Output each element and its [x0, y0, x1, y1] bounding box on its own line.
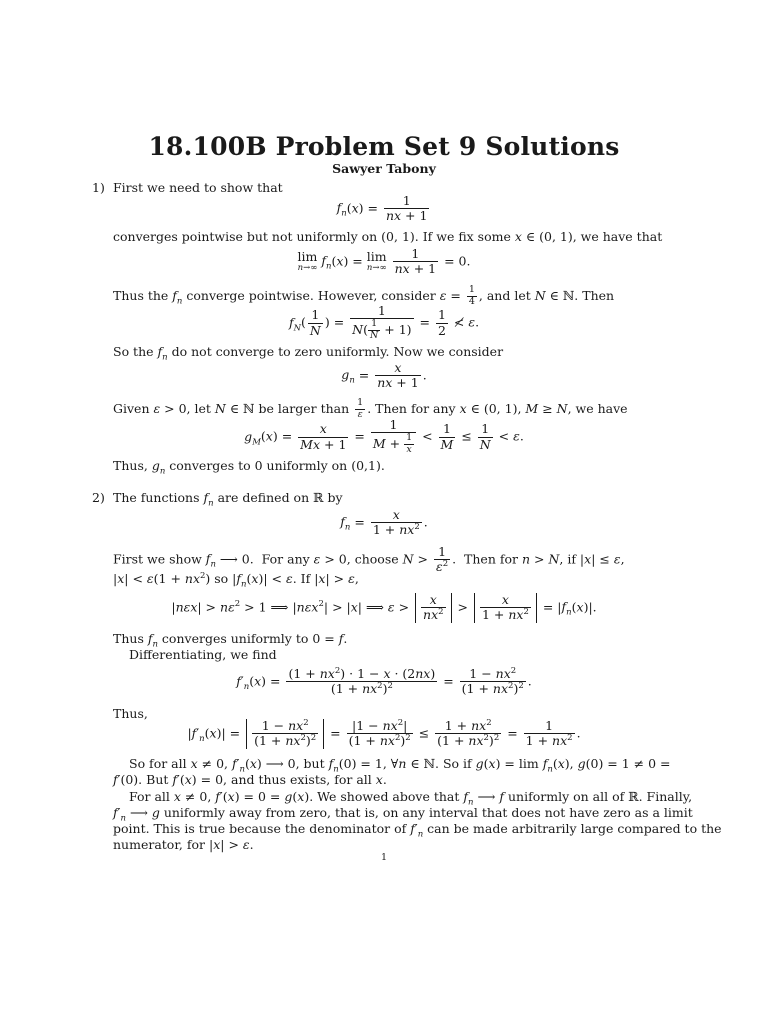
problem-2-equation-1: $f_n$ = $\frac{x}{1 + nx^2}$ .: [340, 507, 428, 538]
problem-1-text-4: So the $f_n$ do not converge to zero uniformly. Now we consider: [113, 344, 504, 363]
problem-1-equation-1: $f_n(x)$ = $\frac{1}{nx + 1}$: [336, 193, 428, 224]
problem-1-equation-3: $f_N$( $\frac{1}{N}$ ) = 1 N( $\frac{1}{N}$ + 1) = $\frac{1}{2}$ ≮ ε.: [288, 303, 480, 342]
problem-2-paragraph-1-line-1: So for all x ≠ 0, $f'_n(x)$ ⟶ 0, but $f_n(0) = 1$, ∀n ∈ ℕ. So if $g(x) = \lim f_n(x)$, g(0) = 1 ≠ 0 =: [129, 756, 671, 775]
problem-2-paragraph-1-line-2: f′(0). But f′(x) = 0, and thus exists, for all x.: [113, 772, 387, 787]
page-number: 1: [380, 852, 388, 863]
problem-2-paragraph-2-line-4: numerator, for |x| > ε.: [113, 837, 254, 852]
problem-2-paragraph-2-line-3: point. This is true because the denominator of $f'_n$ can be made arbitrarily large compared to the: [113, 821, 722, 840]
problem-1-text-3: Thus the $f_n$ converge pointwise. However, consider ε = $\frac{1}{4}$ , and let N ∈ ℕ. Then: [113, 284, 615, 307]
problem-2-text-2b: $|x| < \varepsilon(1 + nx^2)$ so $|f_n(x)| < \varepsilon$. If |x| > ε,: [113, 570, 359, 590]
problem-1-text-5: Given ε > 0, let N ∈ ℕ be larger than $\frac{1}{\varepsilon}$ . Then for any x ∈ (0, 1), M ≥ N, we have: [113, 397, 628, 420]
page-title: 18.100B Problem Set 9 Solutions: [148, 132, 620, 161]
problem-2-equation-2: $|n\varepsilon x| > n\varepsilon^2 > 1$ ⟹ |nεx$^2$| > |x| ⟹ ε > $\frac{x}{nx^2}$ > $\frac{x}{1 + nx^2}$ = $|f_n(x)|$.: [171, 592, 597, 623]
problem-1-number: 1): [92, 180, 105, 195]
problem-2-text-3: Thus $f_n$ converges uniformly to 0 = f.: [113, 631, 348, 650]
problem-2-text-2: First we show $f_n$ ⟶ 0. For any ε > 0, choose N > $\frac{1}{\varepsilon^2}$ . Then for n > N, if |x| ≤ ε,: [113, 544, 625, 575]
problem-2-intro: The functions $f_n$ are defined on ℝ by: [113, 490, 343, 509]
problem-2-text-4: Differentiating, we find: [129, 647, 277, 662]
problem-2-equation-4: $|f'_n(x)|$ = $\frac{1 - nx^2}{(1 + nx^2)^2}$ = $\frac{|1 - nx^2|}{(1 + nx^2)^2}$ ≤ $\frac{1 + nx^2}{(1 + nx^2)^2}$ = $\frac{1}{1 + nx^2}$ .: [187, 717, 581, 749]
problem-2-paragraph-2-line-1: For all x ≠ 0, f′(x) = 0 = g(x). We showed above that $f_n$ ⟶ f uniformly on all of ℝ. Finally,: [129, 789, 693, 808]
problem-1-equation-5: $g_M(x)$ = $\frac{x}{Mx + 1}$ = 1 M + $\frac{1}{x}$ < $\frac{1}{M}$ ≤ $\frac{1}{N}$ < ε.: [244, 417, 524, 456]
problem-1-intro: First we need to show that: [113, 180, 283, 195]
problem-2-paragraph-2-line-2: $f'_n$ ⟶ g uniformly away from zero, that is, on any interval that does not have zero as a limit: [113, 805, 693, 824]
problem-2-equation-3: $f'_n(x)$ = $\frac{(1 + nx^2) \cdot 1 - x \cdot (2nx)}{(1 + nx^2)^2}$ = $\frac{1 - nx^2}{(1 + nx^2)^2}$ .: [236, 665, 532, 697]
author-name: Sawyer Tabony: [332, 161, 436, 176]
problem-2-text-5: Thus,: [113, 706, 148, 721]
problem-1-text-2: converges pointwise but not uniformly on (0, 1). If we fix some x ∈ (0, 1), we have that: [113, 229, 663, 244]
problem-1-equation-4: $g_n$ = $\frac{x}{nx + 1}$ .: [341, 360, 427, 391]
problem-1-text-6: Thus, $g_n$ converges to 0 uniformly on (0,1).: [113, 458, 385, 477]
problem-2-number: 2): [92, 490, 105, 505]
problem-1-equation-2: lim n→∞ $f_n(x)$ = lim n→∞ $\frac{1}{nx + 1}$ = 0.: [297, 246, 471, 277]
